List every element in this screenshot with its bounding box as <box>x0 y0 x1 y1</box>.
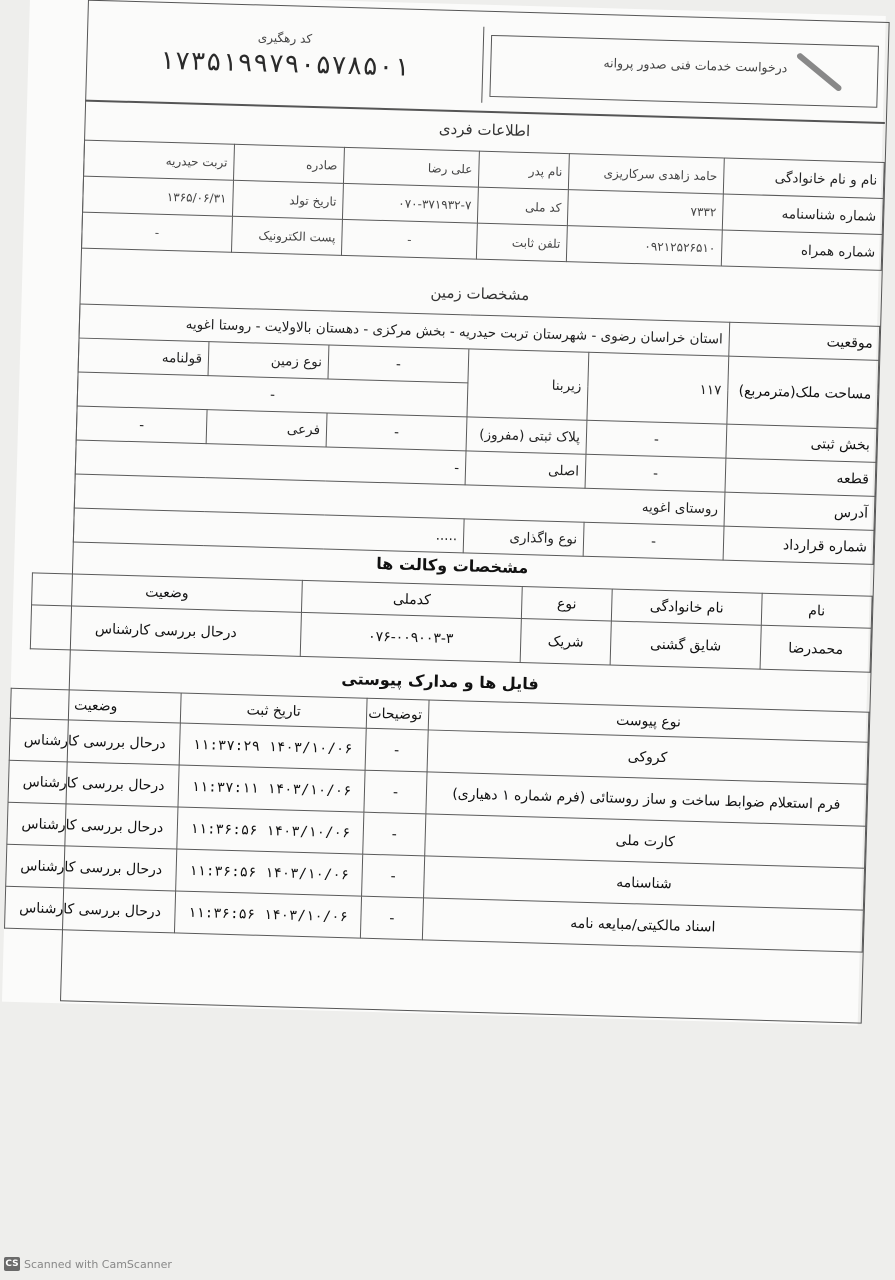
field-value: حامد زاهدی سرکاریزی <box>568 154 724 194</box>
table-cell: ۰۷۶-۰۰۹۰۰۳-۳ <box>300 612 521 662</box>
table-cell: - <box>360 896 423 940</box>
column-header: نوع <box>521 587 612 622</box>
address-label: آدرس <box>724 492 875 530</box>
table-cell: ۱۴۰۳/۱۰/۰۶ ۱۱:۳۶:۵۶ <box>177 807 364 854</box>
plaque-value: - <box>326 413 467 451</box>
table-cell: - <box>362 854 425 898</box>
table-cell: ۱۴۰۳/۱۰/۰۶ ۱۱:۳۷:۲۹ <box>179 723 366 770</box>
table-cell: درحال بررسی کارشناس <box>5 886 176 933</box>
table-cell: ۱۴۰۳/۱۰/۰۶ ۱۱:۳۷:۱۱ <box>178 765 365 812</box>
area-extra: - <box>77 372 468 417</box>
table-cell: کارت ملی <box>425 814 866 868</box>
parcel-label: قطعه <box>725 458 876 496</box>
field-value: ۰۹۲۱۲۵۲۶۵۱۰ <box>566 226 722 266</box>
table-cell: - <box>364 770 427 814</box>
scanned-page <box>2 0 886 1026</box>
transfer-label: نوع واگذاری <box>463 519 584 556</box>
tracking-code: ۱۷۳۵۱۹۹۷۹۰۵۷۸۵۰۱ <box>158 45 410 83</box>
field-label: شماره شناسنامه <box>722 194 883 234</box>
reg-section-label: بخش ثبتی <box>726 424 877 462</box>
field-value: - <box>341 219 477 259</box>
column-header: نوع پیوست <box>428 700 869 742</box>
personal-table <box>81 140 885 271</box>
table-cell: محمدرضا <box>760 625 871 672</box>
plaque-label: پلاک ثبتی (مفروز) <box>466 417 587 454</box>
main-label: اصلی <box>465 451 586 488</box>
table-cell: درحال بررسی کارشناس <box>7 802 178 849</box>
column-header: وضعیت <box>10 688 181 723</box>
table-cell: اسناد مالکیتی/مبایعه نامه <box>422 898 863 952</box>
table-cell: کروکی <box>427 730 868 784</box>
transfer-value: ..... <box>73 508 464 553</box>
field-label: نام و نام خانوادگی <box>723 158 884 198</box>
area-label: مساحت ملک(مترمربع) <box>727 356 879 428</box>
sub-label: فرعی <box>206 410 327 447</box>
field-value: ۷۳۳۲ <box>567 190 723 230</box>
scanner-watermark <box>4 1257 172 1271</box>
table-cell: فرم استعلام ضوابط ساخت و ساز روستائی (فرم شماره ۱ دهیاری) <box>426 772 867 826</box>
table-cell: - <box>363 812 426 856</box>
contract-value: - <box>583 522 724 560</box>
built-label: زیربنا <box>467 349 589 420</box>
scanner-text: Scanned with CamScanner <box>24 1257 172 1271</box>
built-value: - <box>328 345 469 383</box>
column-header: کدملی <box>301 580 522 618</box>
field-value: ۱۳۶۵/۰۶/۳۱ <box>83 176 234 216</box>
sub-value: - <box>76 406 207 444</box>
field-value: علی رضا <box>343 147 479 187</box>
table-cell: درحال بررسی کارشناس <box>6 844 177 891</box>
area-value: ۱۱۷ <box>587 352 729 424</box>
tracking-label: کد رهگیری <box>257 30 313 46</box>
pen-icon <box>796 52 843 92</box>
field-label: کد ملی <box>477 187 568 225</box>
table-cell: درحال بررسی کارشناس <box>9 718 180 765</box>
field-label: تاریخ تولد <box>232 180 343 219</box>
parcel-value: - <box>585 454 726 492</box>
files-table <box>4 688 869 953</box>
column-header: نام <box>761 593 872 628</box>
field-label: شماره همراه <box>721 230 882 270</box>
contract-label: شماره قرارداد <box>723 526 874 564</box>
location-label: موقعیت <box>729 322 880 360</box>
field-label: صادره <box>233 144 344 183</box>
files-title: فایل ها و مدارک پیوستی <box>341 669 539 694</box>
field-value: تربت حیدریه <box>84 140 235 180</box>
table-cell: ۱۴۰۳/۱۰/۰۶ ۱۱:۳۶:۵۶ <box>176 849 363 896</box>
proxy-title: مشخصات وکالت ها <box>376 553 529 578</box>
table-cell: درحال بررسی کارشناس <box>30 605 301 657</box>
land-table <box>73 304 880 565</box>
table-cell: درحال بررسی کارشناس <box>8 760 179 807</box>
table-cell: شناسنامه <box>424 856 865 910</box>
field-value: ۰۷۰-۳۷۱۹۳۲-۷ <box>342 183 478 223</box>
location-value: استان خراسان رضوی - شهرستان تربت حیدریه - بخش مرکزی - دهستان بالاولایت - روستا اغویه <box>79 304 730 356</box>
request-title: درخواست خدمات فنی صدور پروانه <box>603 55 788 76</box>
camscanner-logo-icon: CS <box>5 1259 19 1269</box>
land-title: مشخصات زمین <box>430 283 530 305</box>
table-cell: ۱۴۰۳/۱۰/۰۶ ۱۱:۳۶:۵۶ <box>174 891 361 938</box>
main-value: - <box>75 440 466 485</box>
table-cell: - <box>365 728 428 772</box>
field-label: پست الکترونیک <box>231 216 342 255</box>
column-header: توضیحات <box>366 698 429 730</box>
column-header: نام خانوادگی <box>611 589 762 625</box>
table-cell: شریک <box>520 619 611 665</box>
column-header: تاریخ ثبت <box>180 693 367 728</box>
request-box <box>489 35 879 108</box>
personal-title: اطلاعات فردی <box>438 119 531 141</box>
tracking-box <box>85 16 484 103</box>
field-label: نام پدر <box>478 151 569 189</box>
reg-section-value: - <box>586 420 727 458</box>
field-value: - <box>82 212 233 252</box>
land-type-value: قولنامه <box>78 338 209 376</box>
address-value: روستای اغویه <box>74 474 725 526</box>
field-label: تلفن ثابت <box>476 223 567 261</box>
table-cell: شایق گشنی <box>610 621 761 669</box>
land-type-label: نوع زمین <box>208 342 329 379</box>
column-header: وضعیت <box>32 573 303 613</box>
